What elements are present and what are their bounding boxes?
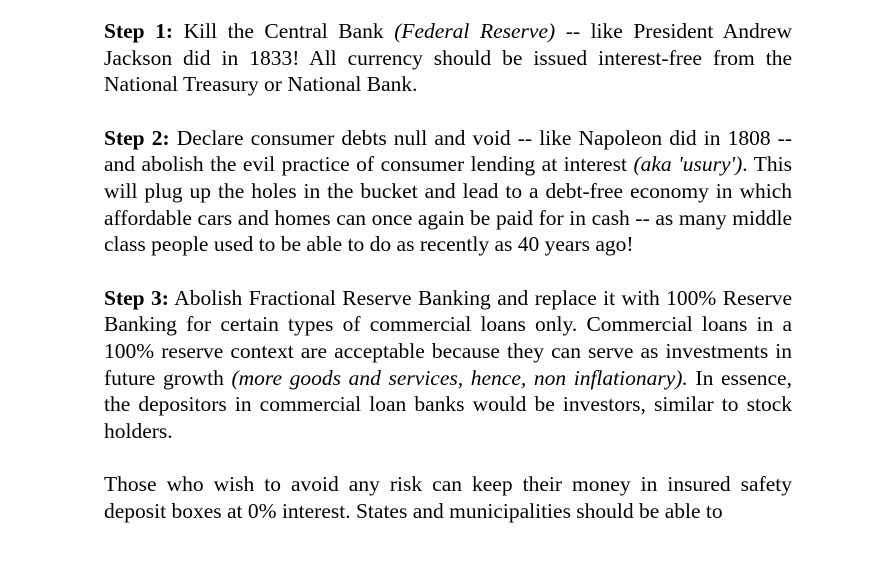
step-1-text-b: -- like President Andrew Jackson did in 1833! All currency should be issued interest-free from the National Treasury or National Bank. — [104, 19, 792, 97]
step-3-italic: (more goods and services, hence, non inflationary). — [231, 365, 688, 390]
step-2-text-b: . This will plug up the holes in the bucket and lead to a debt-free economy in which affordable cars and homes can once again be paid for in cash -- as many middle class people used to be able to do as recently as 40 years ago! — [104, 152, 793, 257]
step-1-italic: (Federal Reserve) — [394, 19, 556, 43]
closing-text: Those who wish to avoid any risk can keep their money in insured safety deposit boxes at 0% interest. States and municipalities should be able to — [104, 472, 792, 523]
step-3-text-b: In essence, the depositors in commercial loan banks would be investors, similar to stock holders. — [104, 365, 792, 443]
step-2-text-a: Declare consumer debts null and void -- like Napoleon did in 1808 -- and abolish the evil practice of consumer lending at interest — [104, 125, 792, 177]
closing-paragraph — [104, 471, 792, 524]
step-2-paragraph — [104, 125, 792, 258]
step-3-label: Step 3: — [104, 285, 169, 310]
step-1-paragraph — [104, 18, 792, 98]
step-2-label: Step 2: — [104, 125, 170, 150]
step-1-text-a: Kill the Central Bank — [173, 19, 395, 43]
step-2-italic: (aka 'usury') — [633, 152, 743, 177]
step-3-paragraph — [104, 285, 792, 445]
step-1-label: Step 1: — [104, 19, 174, 43]
document-page — [104, 18, 792, 552]
step-3-text-a: Abolish Fractional Reserve Banking and replace it with 100% Reserve Banking for certain types of commercial loans only. Commercial loans in a 100% reserve context are acceptable because they can serve as investments in future growth — [104, 285, 793, 390]
